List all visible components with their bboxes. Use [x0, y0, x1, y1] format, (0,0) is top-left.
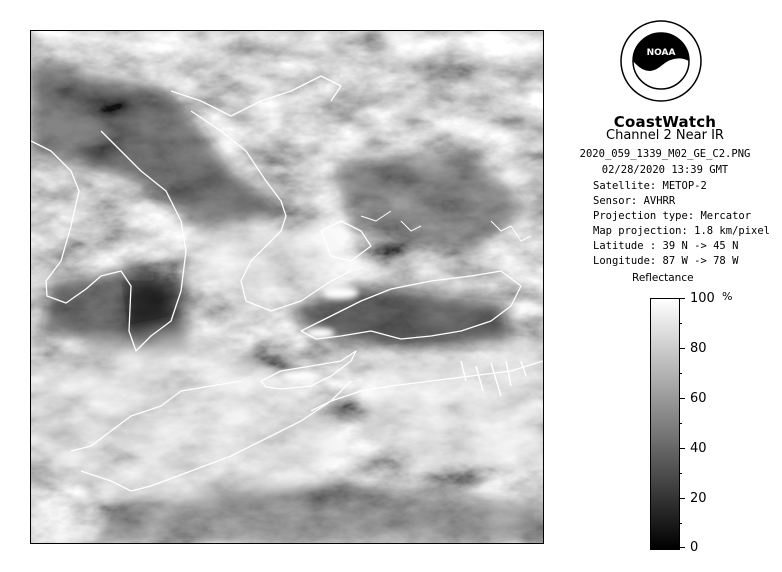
- noaa-logo: [620, 20, 702, 102]
- colorbar-tick-label: 40: [690, 441, 707, 456]
- colorbar-tick-label: 60: [690, 391, 707, 406]
- filename: 2020_059_1339_M02_GE_C2.PNG: [579, 148, 751, 160]
- satellite-image: [30, 30, 544, 544]
- colorbar-tick: [679, 398, 685, 399]
- colorbar-tick-label: 80: [690, 341, 707, 356]
- page-title: CoastWatch: [613, 113, 717, 131]
- colorbar-tick: [679, 498, 685, 499]
- colorbar-tick: [679, 448, 685, 449]
- colorbar-tick: [679, 547, 685, 548]
- colorbar-tick-label: 0: [690, 540, 699, 555]
- satellite-label: Satellite: METOP-2: [593, 180, 707, 192]
- latitude-range: Latitude : 39 N -> 45 N: [593, 240, 739, 252]
- colorbar-tick-label: 100: [690, 291, 715, 306]
- longitude-range: Longitude: 87 W -> 78 W: [593, 255, 739, 267]
- date-time: 02/28/2020 13:39 GMT: [601, 164, 729, 176]
- map-projection: Map projection: 1.8 km/pixel: [593, 225, 771, 237]
- channel-subtitle: Channel 2 Near IR: [606, 128, 724, 143]
- sensor-label: Sensor: AVHRR: [593, 195, 676, 207]
- colorbar-tick: [679, 348, 685, 349]
- reflectance-colorbar: [650, 298, 680, 550]
- projection-type: Projection type: Mercator: [593, 210, 752, 222]
- colorbar-tick-label: 20: [690, 491, 707, 506]
- colorbar-label: Reflectance: [632, 272, 694, 284]
- colorbar-unit: %: [722, 290, 733, 303]
- logo-text: NOAA: [646, 48, 676, 58]
- colorbar-tick: [679, 298, 685, 299]
